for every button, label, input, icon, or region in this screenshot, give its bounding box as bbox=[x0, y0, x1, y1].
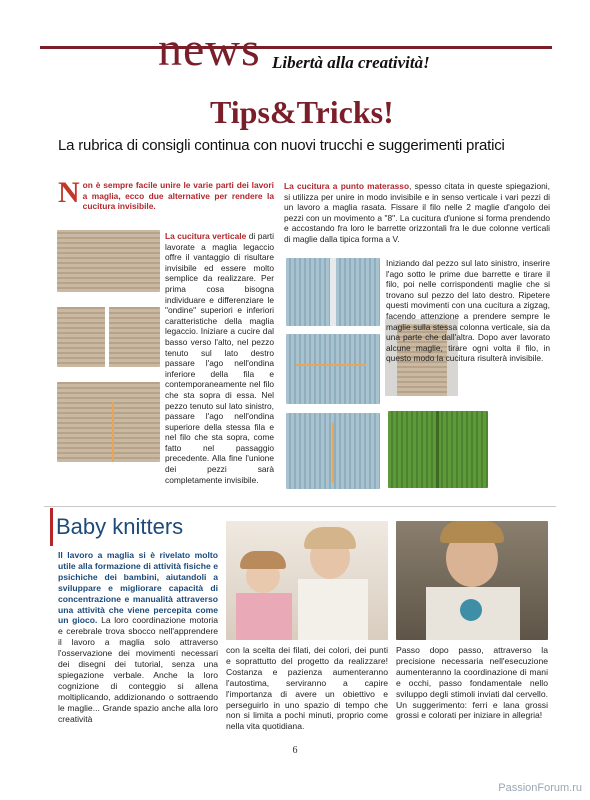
baby-column-3 bbox=[396, 645, 548, 721]
knit-photo-2 bbox=[57, 307, 160, 367]
left-column-text bbox=[165, 231, 274, 485]
right-heading: La cucitura a punto materasso bbox=[284, 181, 410, 191]
baby-intro: Il lavoro a maglia si è rivelato molto utile alla formazione di attività fisiche e psichiche dei bambini, aiutandoli a sviluppare e migliorare capacità di concentrazione e manualità attraverso una attività che viene percepita come un gioco. bbox=[58, 550, 218, 626]
page-number: 6 bbox=[292, 745, 298, 756]
section-title-news: news bbox=[158, 23, 261, 76]
left-heading: La cucitura verticale bbox=[165, 231, 247, 241]
article-intro bbox=[58, 176, 274, 212]
knit-photo-8 bbox=[388, 411, 488, 488]
knit-photo-1 bbox=[57, 230, 160, 292]
photo-grandma-child bbox=[226, 521, 388, 640]
baby-column-1 bbox=[58, 550, 218, 725]
article-subtitle: La rubrica di consigli continua con nuovi trucchi e suggerimenti pratici bbox=[58, 137, 505, 154]
section-divider bbox=[44, 506, 556, 507]
baby-column-2 bbox=[226, 645, 388, 732]
baby-col3-body: Passo dopo passo, attraverso la precisione necessaria nell'esecuzione aumenteranno la coordinazione di mani e occhi, passo fondamentale nello sviluppo degli stimoli inviati dal cervello. Un suggerimento: ferri e lana grossi grossi e colorati per iniziare in allegria! bbox=[396, 645, 548, 721]
photo-boy-knitting bbox=[396, 521, 548, 640]
baby-title: Baby knitters bbox=[56, 514, 184, 539]
left-body: di parti lavorate a maglia legaccio offre il vantaggio di risultare invisibile ed essere molto semplice da realizzare. Per prima cosa bisogna individuare e differenziare le "ondine" superiori e inferiori caratteristiche della maglia legaccio. Iniziare a cucire dal basso verso l'alto, nel pezzo tenuto sul lato destro passare l'ago nell'ondina inferiore della fila e contemporaneamente nel filo che sta sopra di essa. Nel pezzo tenuto sul lato sinistro, passare l'ago nell'ondina superiore della stessa fila e nel filo che sta sopra, come fatto nel passaggio precedente. Alla fine l'unione dei pezzi sarà completamente invisibile. bbox=[165, 231, 274, 485]
knit-photo-6 bbox=[286, 413, 380, 489]
right-column-bottom bbox=[386, 258, 550, 364]
knit-photo-4 bbox=[286, 258, 380, 326]
right-body-bottom: Iniziando dal pezzo sul lato sinistro, inserire l'ago sotto le prime due barrette e tirare il filo, poi nelle corrispondenti maglie che si trovano sul pezzo del lato destro. Ripetere questi movimenti con una cucitura a zigzag, facendo attenzione a prendere sempre le maglie sulla stessa colonna verticale, sia da una parte che dall'altra. Dopo aver lavorato alcune maglie, tirare ogni volta il filo, in questo modo la cucitura risulterà invisibile. bbox=[386, 258, 550, 364]
baby-col1-body: La loro coordinazione motoria e cerebrale trova sbocco nell'apprendere il lavoro a maglia solo attraverso l'osservazione dei movimenti necessari dei disegni dei tutorial, senza una spiegazione verbale. Anche la loro cognizione di conteggio si allena moltiplicando, addizionando o sottraendo le maglie... Grande spazio anche alla loro creatività bbox=[58, 615, 218, 724]
right-body-top: , spesso citata in queste spiegazioni, si utilizza per unire in modo invisibile e in senso verticale i vari pezzi di un lavoro a maglia rasata. Fissare il filo nelle 2 maglie d'angolo dei pezzi con un movimento a "8". La cucitura d'unione si forma prendendo e accostando fra loro le barrette orizzontali fra le due colonne verticali di maglie dalla tipica forma a V. bbox=[284, 181, 550, 244]
article-title: Tips&Tricks! bbox=[210, 94, 394, 130]
knit-photo-5 bbox=[286, 334, 380, 404]
section-tagline: Libertà alla creatività! bbox=[272, 53, 430, 72]
header-rule bbox=[40, 46, 552, 49]
knit-photo-3 bbox=[57, 382, 160, 462]
intro-text: on è sempre facile unire le varie parti dei lavori a maglia, ecco due alternative per rendere la cucitura invisibile. bbox=[82, 180, 274, 212]
baby-accent-bar bbox=[50, 508, 53, 546]
watermark: PassionForum.ru bbox=[498, 782, 582, 794]
baby-col2-body: con la scelta dei filati, dei colori, dei punti e soprattutto del progetto da realizzare! Costanza e pazienza aumenteranno l'autostima, serviranno a capire l'importanza di avere un obiettivo e perseguirlo in uno spazio di tempo che non si limita a pochi minuti, proprio come nella vita quotidiana. bbox=[226, 645, 388, 732]
right-column-top bbox=[284, 181, 550, 245]
dropcap: N bbox=[58, 176, 80, 209]
